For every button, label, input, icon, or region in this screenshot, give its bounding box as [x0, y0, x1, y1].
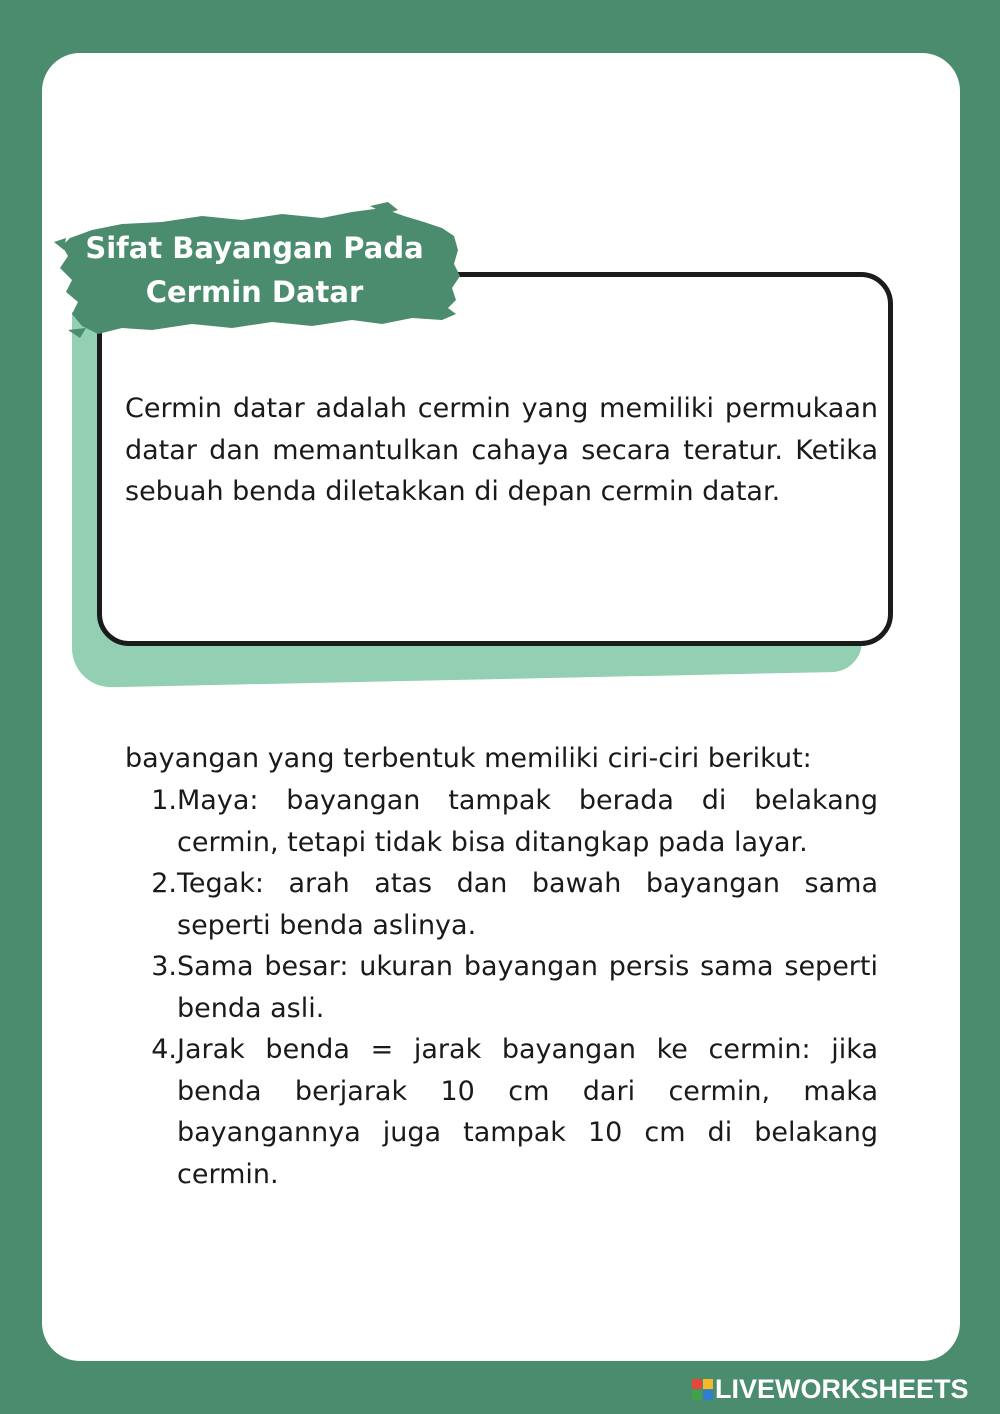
list-item [125, 780, 878, 863]
title-line-2: Cermin Datar [145, 275, 364, 309]
list-item [125, 946, 878, 1029]
logo-square-green [692, 1390, 702, 1400]
liveworksheets-mark-icon [692, 1379, 713, 1400]
list-text: Jarak benda = jarak bayangan ke cermin: jika benda berjarak 10 cm dari cermin, maka bayangannya juga tampak 10 cm di belakang cermin. [177, 1034, 878, 1190]
logo-square-red [692, 1379, 702, 1389]
list-number: 2. [151, 868, 177, 899]
list-text: Sama besar: ukuran bayangan persis sama seperti benda asli. [177, 951, 878, 1024]
list-text: Tegak: arah atas dan bawah bayangan sama seperti benda aslinya. [177, 868, 878, 941]
traits-list [125, 780, 878, 1195]
liveworksheets-logo[interactable] [692, 1374, 969, 1404]
logo-square-blue [703, 1390, 713, 1400]
list-number: 3. [151, 951, 177, 982]
list-number: 4. [151, 1034, 177, 1065]
list-item [125, 863, 878, 946]
title-line-1: Sifat Bayangan Pada [85, 231, 424, 265]
list-text: Maya: bayangan tampak berada di belakang cermin, tetapi tidak bisa ditangkap pada layar. [177, 785, 878, 858]
list-number: 1. [151, 785, 177, 816]
traits-intro: bayangan yang terbentuk memiliki ciri-ciri berikut: [125, 743, 812, 774]
title-banner [62, 226, 447, 314]
logo-text: LIVEWORKSHEETS [715, 1373, 969, 1404]
logo-square-yellow [703, 1379, 713, 1389]
definition-text: Cermin datar adalah cermin yang memiliki permukaan datar dan memantulkan cahaya secara teratur. Ketika sebuah benda diletakkan di depan cermin datar. [125, 393, 878, 507]
list-item [125, 1029, 878, 1195]
